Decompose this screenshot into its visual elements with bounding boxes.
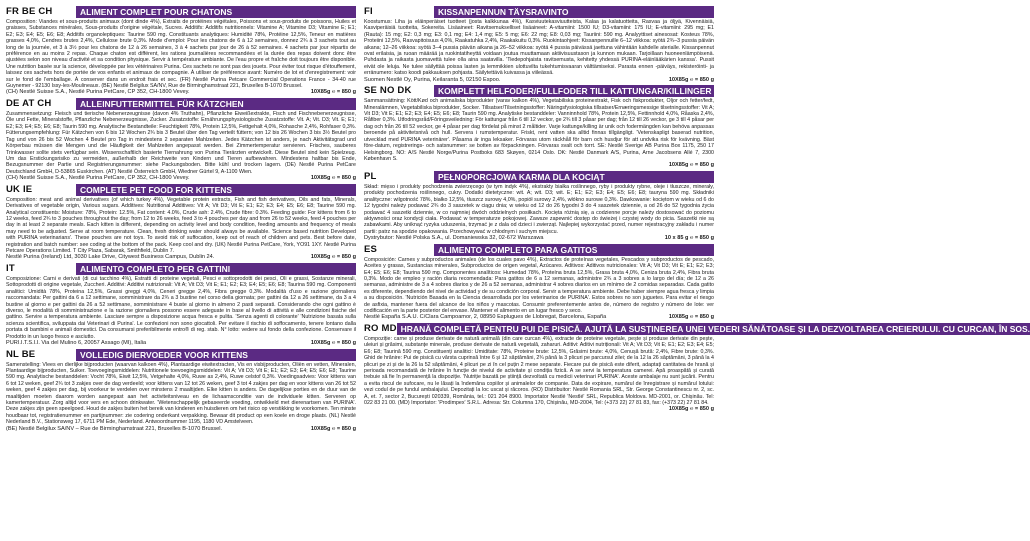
country-codes: FI (364, 6, 373, 17)
section-title: KOMPLETT HELFODER/FULLFODER TILL KATTUNGAR/KILLINGER (434, 85, 714, 97)
label-column-left (6, 6, 356, 434)
net-weight: 10X85g ℮ = 850 g (668, 406, 714, 413)
net-weight: 10X85g ℮ = 850 g (310, 425, 356, 432)
section-title: HRANĂ COMPLETĂ PENTRU PUI DE PISICĂ. AJUTĂ LA SUSȚINEREA UNEI VEDERI SĂNĂTOASE ȘI LA DEZVOLTAREA CREIERULUI. CU CURCAN, ÎN SOS. (397, 323, 1030, 335)
section-body-text: Sammansättning: Kött/Kød och animaliska biprodukter (varav kalkon 4%), Vegetabiliska proteinextrakt, Fisk och fiskprodukter, Oljor och fetter/fedt, Mineralämnen, Vegetabiliska biprodukter, Socker. Tillsatser/Tilsetningsstoffer: Näringsfysiologiska tillsatser/Ernæringsmessige tilsetningsstoffer: Vit A; Vit D3; Vit E; E1; E2; E3; E4; E5; E6; E8; Taurin 590 mg. Analytiske bestanddeler: Vanninnhold 78%, Protein 12,5%, Fettinnhold 4,0%, Råaska 2,4%, Råfiber 0,3%. Utfodringsråd/Fôringsveiledning: För kattungar från 6 till 12 veckor, ge 2¾ till 3 påsar per dag; från 12 till 26 veckor, ge 3 till 4 påsar per dag och från 26 till 52 veckor, ge 4 påsar per dag fördelat på minst 2 måltider. Varje kattunge/killing är unik och fodermängden kan behöva anpassas beroende på aktivitetsnivå och hull. Servera i rumstemperatur. Friskt, rent vatten ska alltid finnas tillgängligt. 'Vetenskapligt baserad nutrition, utvecklad med PURINA veterinärer'. Påsarna är inga leksaker. Förvaras utom räckhåll för barn och husdjur för att undvika risk för kvävning. Bäst före-datum, registrerings- och satsnummer: se botten av förpackningen. Förvaras svalt och torrt. SE: Nestlé Sverige AB Purina Box 1175, 250 17 Helsingborg. NO: A/S Nestlé Norge/Purina Postboks 683 Skøyen, 0214 Oslo. DK: Nestlé Danmark A/S, Purina, Arne Jacobsens Allé 7, 2300 København S. (364, 98, 714, 162)
section-title: VOLLEDIG DIERVOEDER VOOR KITTENS (76, 349, 356, 361)
language-section-fr-be-ch (6, 6, 356, 96)
section-title: ALLEINFUTTERMITTEL FÜR KÄTZCHEN (76, 98, 356, 110)
net-weight: 10X85g ℮ = 850 g (310, 89, 356, 96)
language-section-ro-md (364, 323, 1030, 413)
section-footer (6, 426, 356, 433)
language-section-fi (364, 6, 714, 83)
section-body-text: Zusammensetzung: Fleisch und tierische Nebenerzeugnisse (davon 4% Truthahn), Pflanzliche Eiweißextrakte, Fisch und Fischnebenerzeugnisse, Öle und Fette, Mineralstoffe, Pflanzliche Nebenerzeugnisse, Zucker. Zusatzstoffe: Ernährungsphysiologische Zusatzstoffe: Vit. A; Vit. D3; Vit. E; E1; E2; E3; E4; E5; E6; E8; Taurin 590 mg. Analytische Bestandteile: Feuchtigkeit 78%, Protein 12,5%, Fettgehalt 4,0%, Rohasche 2,4%, Rohfaser 0,3%. Fütterungsempfehlung: Für Kätzchen von 6 bis 12 Wochen 2¾ bis 3 Beutel über den Tag verteilt füttern; von 12 bis 26 Wochen 3 bis 3½ Beutel pro Tag und von 26 bis 52 Wochen 4 Beutel pro Tag in mindestens 2 separaten Mahlzeiten. Jedes Kätzchen ist anders, je nach Aktivitätsgrad und Körperbau müssen die Mengen und die Häufigkeit der Mahlzeiten angepasst werden. Bei Zimmertemperatur servieren. Frisches, sauberes Trinkwasser sollte stets verfügbar sein. Wissenschaftlich basierte Tiernahrung von Purina Tierärzten entwickelt. Diese Beutel sind kein Spielzeug. Um das Erstickungsrisiko zu vermeiden, außerhalb der Reichweite von Kindern und Tieren aufbewahren. Mindestens haltbar bis Ende, Bezugsnummer der Partie und Registrierungsnummer: siehe Packungsboden. Bitte kühl und trocken lagern. (DE) Nestlé Purina PetCare Deutschland GmbH, D-53865 Euskirchen. (AT) Nestlé Österreich GmbH, Wiedner Gürtel 9, A-1100 Wien. (6, 111, 356, 175)
section-title: PEŁNOPORCJOWA KARMA DLA KOCIĄT (434, 171, 714, 183)
net-weight: 10X85g ℮ = 850 g (310, 254, 356, 261)
section-header (364, 6, 714, 18)
language-section-nl-be (6, 349, 356, 433)
section-header (6, 98, 356, 110)
distributor-address: Dystrybutor: Nestlé Polska S.A., ul. Domaniewska 32, 02-672 Warszawa (364, 235, 544, 242)
language-section-uk-ie (6, 184, 356, 261)
net-weight: 10X85g ℮ = 850 g (668, 162, 714, 169)
section-body-text: Koostumus: Liha ja eläinperäiset tuotteet (josta kalkkunaa 4%), Kasviuutekasviuutteista, Kalaa ja kalatuotteita, Rasvaa ja öljyä, Kivennäisiä, Kasviperäisiä tuotteita, Sokereita. Lisäaineet: Ravitsemukselliset lisäaineet: A-vitamiini: 1500 IU; D3-vitamiini: 175 IU; E-vitamiini: 295 mg; E1 (Rauta): 15 mg; E2: 0,3 mg; E3: 0,1 mg; E4: 1,4 mg; E5: 5 mg; E6: 22 mg; E8: 0,03 mg; Tauriini: 590 mg. Analyyttiset ainesosat: Kosteus 78%, Proteiini 12,5%, Rasvapitoisuus 4,0%, Raakatuhka 2,4%, Raakakuitu 0,3%. Ruokintaohjeet: Kissanpennuille 6–12 viikkoa: syötä 2¾–3 pussia päivän aikana; 12–26 viikkoa: syötä 3–4 pussia päivän aikana ja 26–52 viikkoa: syötä 4 pussia päivässä jaettuna vähintään kahdelle aterialle. Kissanpennut ovat erilaisia, ja ruoan määrää ja ruokintatiheyttä voidaan joutua muuttamaan aktiivisuustason ja kunnon mukaan. Tarjoillaan huoneenlämpöisenä. Puhdasta ja raikasta juomavettä tulee olla aina saatavilla. 'Tiedepohjaista ravitsemusta, kehitetty yhdessä PURINA-eläinlääkärien kanssa'. Pussit eivät ole leluja. Ne tulee säilyttää poissa lasten ja lemmikkien ulottuvilta tukehtumisvaaran välttämiseksi. Parasta ennen -päiväys, rekisteröinti- ja erränumero: katso koodi pakkauksen pohjasta. Säilytettävä kuivassa ja viileässä. (364, 19, 714, 77)
net-weight: 10X85g ℮ = 850 g (668, 314, 714, 321)
section-footer (364, 162, 714, 169)
section-body-text: Skład: mięso i produkty pochodzenia zwierzęcego (w tym indyk 4%), ekstrakty białka roślinnego, ryby i produkty rybne, oleje i tłuszcze, minerały, produkty pochodzenia roślinnego, cukry. Dodatki dietetyczne: wit. A; wit. D3; wit. E; E1; E2; E3; E4; E5; E6; E8; tauryna 590 mg. Składniki analityczne: wilgotność 78%, białko 12,5%, tłuszcz surowy 4,0%, popiół surowy 2,4%, włókno surowe 0,3%. Dawkowanie: kociętom w wieku od 6 do 12 tygodni należy podawać 2¾ do 3 saszetek w ciągu dnia; w wieku od 12 do 26 tygodni 3 do 4 saszetek dziennie, a od 26 do 52 tygodnia życia podawać 4 saszetki dziennie, w co najmniej dwóch oddzielnych posiłkach. Kocięta różnią się, a codzienne porcje należy dostosować do poziomu aktywności oraz kondycji ciała. Podawać w temperaturze pokojowej. Zawsze zapewnić dostęp do świeżej i czystej wody do picia. Saszetki nie są zabawkami. Aby uniknąć ryzyka uduszenia, trzymać je z dala od dzieci i zwierząt. Najlepiej wykorzystać przed, numer rejestracyjny zakładu i numer partii: patrz na spodzie opakowania. Przechowywać w chłodnym i suchym miejscu. (364, 183, 714, 235)
section-footer (364, 77, 714, 84)
distributor-address: (BE) Nestlé Belgilux SA/NV – Rue de Birminghamstraat 221, Bruxelles B-1070 Brussel. (6, 425, 223, 432)
label-column-right (364, 6, 1030, 415)
section-footer (6, 175, 356, 182)
section-body-text: Composition: Viandes et sous-produits animaux (dont dinde 4%), Extraits de protéines végétales, Poissons et sous-produits de poissons, Huiles et graisses, Substances minérales, Sous-produits d'origine végétale, Sucres. Additifs: Additifs nutritionnels: Vitamine A; Vitamine D3; Vitamine E; E1; E2; E3; E4; E5; E6; E8; Additifs organoleptiques: Taurine 590 mg. Constituants analytiques: Humidité 78%, Protéine 12,5%, Teneur en matières grasses 4,0%, Cendres brutes 2,4%, Cellulose brute 0,3%. Mode d'emploi: Pour les chatons de 6 à 12 semaines, donnez 2¾ à 3 sachets tout au long de la journée, et 3 à 3½ pour les chatons de 12 à 26 semaines, 3 à 4 sachets par jour de 26 à 52 semaines. 4 sachets par jour répartis de préférence en au moins 2 repas. Chaque chaton est différent, les rations journalières recommandées et la durée des repas doivent donc être ajustées selon son niveau d'activité et sa condition physique. Servir à température ambiante. De l'eau propre et fraîche doit toujours être disponible. Une nutrition basée sur la science, développée par les vétérinaires Purina. Ces sachets ne sont pas des jouets. Pour éviter tout risque d'étouffement, laissez ces sachets hors de portée de vos enfants et animaux de compagnie. À utiliser de préférence avant: Numéro de lot et d'enregistrement: voir sur le fond de l'emballage. À conserver dans un endroit frais et sec. (FR) Nestlé Purina Petcare Commercial Operations France - 34-40 rue Guynemer - 92130 Issy-les-Moulineaux. (BE) Nestlé Belgilux SA/NV, Rue de Birminghamstraat 221, Bruxelles B-1070 Brussel. (6, 19, 356, 90)
net-weight: 10X85g ℮ = 850 g (310, 340, 356, 347)
country-codes: DE AT CH (6, 98, 52, 110)
country-codes: ES (364, 243, 378, 255)
section-title: ALIMENT COMPLET POUR CHATONS (76, 6, 356, 18)
section-body-text: Composición: Carnes y subproductos animales (de los cuales pavo 4%), Extractos de proteínas vegetales, Pescados y subproductos de pescado, Aceites y grasas, Sustancias minerales, Subproductos de origen vegetal, Azúcares. Aditivos: Aditivos nutricionales: Vit A; Vit D3; Vit E; E1; E2; E3; E4; E5; E6; E8; Taurina 590 mg. Componentes analíticos: Humedad 78%, Proteína bruta 12,5%, Grasa bruta 4,0%, Ceniza bruta 2,4%, Fibra bruta 0,3%. Modo de empleo y ración diaria recomendada: Para gatitos de 6 a 12 semanas, administre 2¾ a 3 sobres a lo largo del día; de 12 a 26 semanas, administre de 3 a 4 sobres diarios y de 26 a 52 semanas, administrar 4 sobres diarios en un mínimo de 2 comidas separadas. Cada gatito es diferente, dependiendo del nivel de actividad y de su condición corporal. Servir a temperatura ambiente. Debe haber siempre agua fresca y limpia a su disposición. 'Nutrición Basada en la Ciencia desarrollada por los veterinarios de PURINA'. Estos sobres no son juguetes. Para evitar el riesgo de asfixia, mantener fuera del alcance de los niños y mascotas. Consumir preferentemente antes de, número de registro y número de lote: ver codificación en la parte posterior del envase. Mantener el alimento en un lugar fresco y seco. (364, 256, 714, 314)
section-header (364, 323, 1030, 335)
section-footer (364, 235, 714, 242)
section-body-text: Samenstelling: Vlees en dierlijke bijproducten (waarvan kalkoen 4%), Plantaardige eiwitextracten, Vis en visbijproducten, Oliën en vetten, Mineralen, Plantaardige bijproducten, Suiker. Toevoegingsmiddelen: Nutritionele toevoegingsmiddelen: Vit A; Vit D3; Vit E; E1; E2; E3; E4; E5; E6; E8; Taurine 590 mg. Analytische bestanddelen: Vocht 78%, Eiwit 12,5%, Vetgehalte 4,0%, Ruwe as 2,4%, Ruwe celstof 0,3%. Voedingsadvies: Voor kittens van 6 tot 12 weken, geef 2¾ tot 3 zakjes over de dag verdeeld; voor kittens van 12 tot 26 weken, geef 3 tot 4 zakjes per dag en voor kittens van 26 tot 52 weken, geef 4 zakjes per dag, bij voorkeur te verdelen over minstens 2 maaltijden. Elke kitten is anders. De dagelijkse porties en de duur van de maaltijden moeten daarom worden aangepast aan het activiteitsniveau en de lichaamsconditie van de individuele kitten. Serveren op kamertemperatuur. Zorg altijd voor vers en schoon drinkwater. 'Wetenschappelijk gebaseerde voeding, ontwikkeld met dierenartsen van PURINA'. Deze zakjes zijn geen speelgoed. Houd de zakjes buiten het bereik van kinderen en huisdieren om het risico op verstikking te voorkomen. Ten minste houdbaar tot, registratienummer en partijnummer: zie codering onderkant verpakking. Bewaar dit product op een koele en droge plaats. (NL) Nestlé Nederland B.V., Stationsweg 17, 6711 PM Ede, Nederland. Antwoordnummer 1195, 1180 VD Amstelveen. (6, 361, 356, 426)
section-header (364, 171, 714, 183)
distributor-address (364, 406, 665, 413)
distributor-address: (CH) Nestlé Suisse S.A., Nestlé Purina PetCare, CP 352, CH-1800 Vevey. (6, 175, 190, 182)
section-header (364, 85, 714, 97)
country-codes: NL BE (6, 348, 36, 360)
country-codes: UK IE (6, 183, 33, 195)
section-title: ALIMENTO COMPLETO PER GATTINI (76, 263, 356, 275)
distributor-address (364, 162, 665, 169)
section-header (6, 6, 356, 18)
language-section-pl (364, 171, 714, 242)
section-header (364, 244, 714, 256)
section-header (6, 263, 356, 275)
section-title: ALIMENTO COMPLETO PARA GATITOS (434, 244, 714, 256)
country-codes: FR BE CH (6, 6, 53, 17)
distributor-address: Nestlé España S.A.U. C/Clara Campoamor, 2, 08950 Esplugues de Llobregat, Barcelona, España (364, 314, 607, 321)
section-title: COMPLETE PET FOOD FOR KITTENS (76, 184, 356, 196)
section-footer (6, 254, 356, 261)
section-footer (6, 340, 356, 347)
section-footer (364, 314, 714, 321)
distributor-address: Suomen Nestlé Oy, Purina, Keilaranta 5, 02150 Espoo. (364, 76, 501, 83)
section-title: KISSANPENNUN TÄYSRAVINTO (434, 6, 714, 18)
net-weight: 10X85g ℮ = 850 g (310, 175, 356, 182)
section-header (6, 184, 356, 196)
distributor-address: (CH) Nestlé Suisse S.A., Nestlé Purina PetCare, CP 352, CH-1800 Vevey. (6, 89, 190, 96)
section-body-text: Composition: meat and animal derivatives (of which turkey 4%), Vegetable protein extracts, Fish and fish derivatives, Oils and fats, Minerals, Derivatives of vegetable origin, Various sugars. Additives: Nutritional Additives: Vit A; Vit D3; Vit E; E1; E2; E3; E4; E5; E6; E8; Taurine 590 mg. Analytical constituents: Moisture: 78%, Protein: 12.5%, Fat content: 4.0%, Crude ash: 2.4%, Crude fibre: 0.3%. Feeding guide: For kittens from 6 to 12 weeks, feed 2¾ to 3 pouches throughout the day; from 12 to 26 weeks, feed 3 to 4 pouches per day and from 26 to 52 weeks, feed 4 pouches per day in at least 2 separate meals. Each kitten is different, depending on activity level and body condition, feeding amounts and frequency of meals may need to be adjusted. Serve at room temperature. Clean, fresh drinking water should always be available. 'Science based nutrition Developed with PURINA veterinarians'. These pouches are not toys. To avoid risk of suffocation, keep out of reach of children and pets. Best before date, registration and batch number: see coding at the bottom of the pack. Keep cool and dry. (UK) Nestlé Purina PetCare, York, YO91 1XY. Nestlé Purina Petcare Operations Limited. T City Plaza, Sabarak, Smithfield, Dublin 7. (6, 196, 356, 254)
language-section-it (6, 263, 356, 347)
country-codes: RO MD (364, 323, 397, 334)
section-body-text: Compoziție: carne și produse derivate de natură animală (din care curcan 4%), extracte de proteine vegetale, pește și produse derivate din pește, uleiuri și grăsimi, substanțe minerale, produse derivate de natură vegetală, zaharuri. Aditivi: Aditivi nutriționali: Vit A; Vit D3; Vit E; E1; E2; E3; E4; E5; E6; E8; Taurină 590 mg. Constituenți analitici: Umiditate: 78%, Proteine brute: 12,5%, Grăsimi brute: 4,0%, Cenușă brută: 2,4%, Fibre brute: 0,3%. Ghid de hrănire: Pui de pisică cu vârsta cuprinsă între 6 și 12 săptămâni, 2¾ până la 3 plicuri pe parcursul zilei; de la 12 la 26 săptămâni, 3 până la 4 plicuri pe zi și de la 26 la 52 săptămâni, 4 plicuri pe zi în cel puțin 2 mese separate. Fiecare pui de pisică este diferit, adaptați cantitatea de hrană și perioada recomandată de hrănire în funcție de nivelul de activitate și condiția fizică. A se servi la temperatura camerei. Apă proaspătă și curată trebuie să fie în permanență la dispoziție. 'Nutriție bazată pe știință dezvoltată cu medicii veterinari PURINA'. Aceste ambalaje nu sunt jucării. Pentru a evita riscul de sufocare, nu le lăsați la îndemâna copiilor și animalelor de companie. Data de expirare, numărul de înregistrare și numărul lotului: vezi codul de pe fundul ambalajului. Depozitați la loc uscat și răcoros. (RO) Distribuitor: Nestlé Romania SRL, Str. George Constantinescu nr. 2, sc. A, et. 7, sector 2, București 020339, România, tel.: 021 204 8900. Importator Nestlé 'Nestlé' SRL, Republica Moldova. MD-2001, or. Chișinău. Tel: 022 83 21 00. (MD) Importator: 'Prodimpex' S.R.L. Adresa: Str. Columna 170, Chișinău, MD-2004, Tel: (+373 22) 27 81 83, fax: (+373 22) 27 81 84. (364, 336, 714, 407)
section-footer (364, 406, 714, 413)
section-body-text: Composizione: Carni e derivati (di cui tacchino 4%), Estratti di proteine vegetali, Pesci e sottoprodotti dei pesci, Oli e grassi, Sostanze minerali, Sottoprodotti di origine vegetale, Zuccheri. Additivi: Additivi nutrizionali: Vit A; Vit D3; Vit E; E1; E2; E3; E4; E5; E6; E8; Taurina 590 mg. Componenti analitici: Umidità 78%, Proteina 12,5%, Grassi greggi 4,0%, Ceneri gregge 2,4%, Fibra gregge 0,3%. Modalità d'uso e razione giornaliera raccomandata: Per gattini da 6 a 12 settimane, somministrare da 2¾ a 3 bustine nel corso della giornata; per gattini da 12 a 26 settimane, da 3 a 4 bustine al giorno e per gattini da 26 a 52 settimane, somministrare 4 buste al giorno in almeno 2 pasti separati. Considerando che ogni gattino è diverso, le modalità di somministrazione e la razione giornaliera possono essere adeguate in base al livello di attività e alle condizioni fisiche del gattino. Servire a temperatura ambiente. Lasciare sempre a disposizione acqua fresca e pulita. 'Senza agenti di colorante' 'Nutrizione basata sulla scienza scientifica, sviluppata dai Veterinari di Purina'. Le confezioni non sono giocattoli. Per evitare il rischio di soffocamento, tenere lontano dalla portata di bambini e animali domestici. Da consumarsi preferibilmente entro® di reg. stab. N° lotto: vedere sul fondo della confezione. Conservare il Prodotto in un luogo fresco e asciutto. (6, 275, 356, 340)
language-section-de-at-ch (6, 98, 356, 182)
distributor-address: PURI.I.T.S.I.I. Via del Mulino 6, 20057 Assago (MI), Italia (6, 340, 147, 347)
country-codes: SE NO DK (364, 85, 412, 97)
language-section-se-no-dk (364, 85, 714, 169)
country-codes: IT (6, 262, 15, 274)
section-header (6, 349, 356, 361)
distributor-address: Nestlé Purina (Ireland) Ltd, 3030 Lake Drive, Citywest Business Campus, Dublin 24. (6, 254, 215, 261)
net-weight: 10 x 85 g ℮ = 850 g (664, 235, 714, 242)
net-weight: 10X85g ℮ = 850 g (668, 76, 714, 83)
section-footer (6, 89, 356, 96)
country-codes: PL (364, 170, 377, 182)
language-section-es (364, 244, 714, 321)
